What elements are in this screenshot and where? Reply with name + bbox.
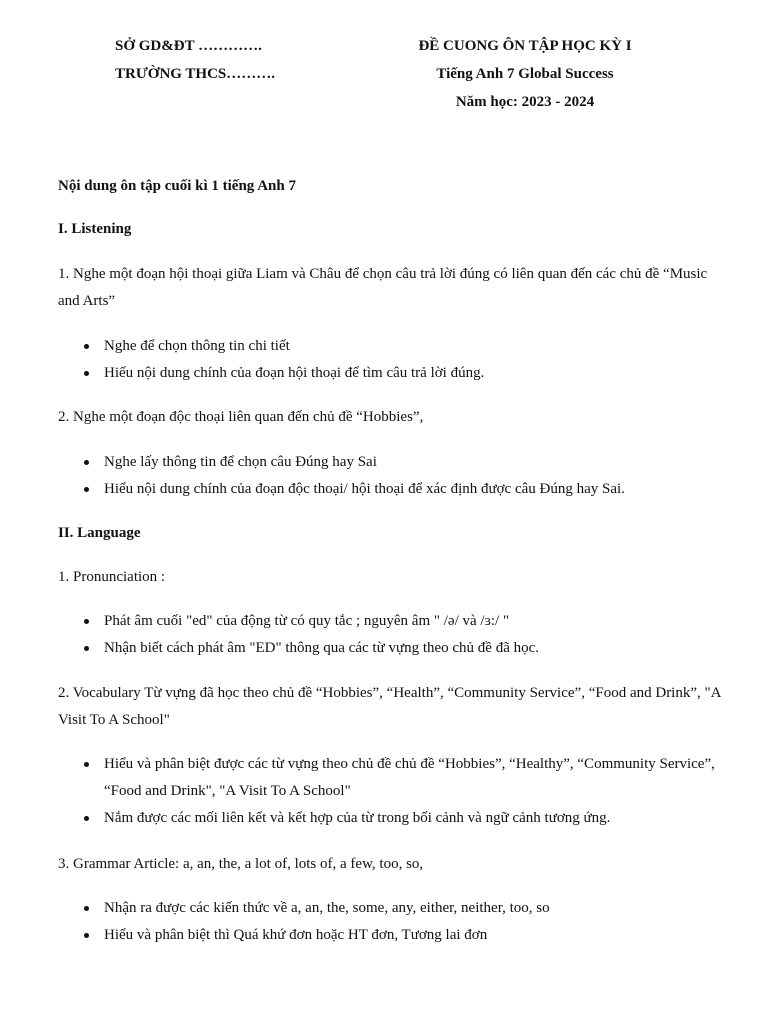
- bullet-icon: [84, 816, 89, 821]
- bullet-icon: [84, 906, 89, 911]
- list-item-text: Hiểu và phân biệt được các từ vựng theo chủ đề chủ đề “Hobbies”, “Healthy”, “Community Service”, “Food and Drink", "A Visit To A School": [104, 756, 715, 799]
- list-item-text: Nghe lấy thông tin để chọn câu Đúng hay Sai: [104, 454, 377, 470]
- language-item-2-bullets: [58, 751, 728, 832]
- language-item-3-bullets: [58, 895, 728, 949]
- bullet-icon: [84, 646, 89, 651]
- list-item: [58, 449, 728, 476]
- section-heading-listening: I. Listening: [58, 221, 132, 237]
- list-item-text: Hiểu nội dung chính của đoạn độc thoại/ hội thoại để xác định được câu Đúng hay Sai.: [104, 481, 625, 497]
- listening-item-2-bullets: [58, 449, 728, 503]
- list-item-text: Nhận ra được các kiến thức về a, an, the, some, any, either, neither, too, so: [104, 900, 550, 916]
- list-item: [58, 635, 728, 662]
- list-item-text: Nhận biết cách phát âm "ED" thông qua các từ vựng theo chủ đề đã học.: [104, 640, 540, 656]
- language-item-1-bullets: [58, 608, 728, 662]
- list-item-text: Phát âm cuối "ed" của động từ có quy tắc ; nguyên âm " /ə/ và /ɜ:/ ": [104, 613, 510, 629]
- language-item-2: 2. Vocabulary Từ vựng đã học theo chủ đề “Hobbies”, “Health”, “Community Service”, “Food and Drink”, "A Visit To A School": [58, 685, 721, 728]
- listening-item-1-bullets: [58, 333, 728, 387]
- listening-item-2: 2. Nghe một đoạn độc thoại liên quan đến chủ đề “Hobbies”,: [58, 409, 424, 425]
- list-item-text: Nắm được các mối liên kết và kết hợp của từ trong bối cảnh và ngữ cảnh tương ứng.: [104, 810, 611, 826]
- language-item-1: 1. Pronunciation :: [58, 569, 166, 585]
- list-item: [58, 922, 728, 949]
- list-item: [58, 805, 728, 832]
- bullet-icon: [84, 460, 89, 465]
- listening-item-1: 1. Nghe một đoạn hội thoại giữa Liam và Châu để chọn câu trả lời đúng có liên quan đến các chủ đề “Music and Arts”: [58, 266, 708, 309]
- list-item-text: Nghe để chọn thông tin chi tiết: [104, 338, 290, 354]
- school-label: TRƯỜNG THCS……….: [115, 66, 276, 82]
- school-year-label: Năm học: 2023 - 2024: [455, 94, 595, 110]
- bullet-icon: [84, 371, 89, 376]
- content-title: Nội dung ôn tập cuối kì 1 tiếng Anh 7: [58, 178, 296, 194]
- bullet-icon: [84, 619, 89, 624]
- language-item-3: 3. Grammar Article: a, an, the, a lot of, lots of, a few, too, so,: [58, 856, 424, 872]
- bullet-icon: [84, 762, 89, 767]
- bullet-icon: [84, 933, 89, 938]
- subject-label: Tiếng Anh 7 Global Success: [436, 66, 614, 82]
- list-item: [58, 895, 728, 922]
- list-item-text: Hiểu nội dung chính của đoạn hội thoại để tìm câu trả lời đúng.: [104, 365, 485, 381]
- list-item: [58, 476, 728, 503]
- list-item: [58, 751, 728, 805]
- department-label: SỞ GD&ĐT ………….: [115, 38, 262, 54]
- list-item: [58, 360, 728, 387]
- list-item: [58, 333, 728, 360]
- bullet-icon: [84, 344, 89, 349]
- list-item-text: Hiểu và phân biệt thì Quá khứ đơn hoặc HT đơn, Tương lai đơn: [104, 927, 488, 943]
- section-heading-language: II. Language: [58, 525, 141, 541]
- bullet-icon: [84, 487, 89, 492]
- list-item: [58, 608, 728, 635]
- document-title-header: ĐỀ CUONG ÔN TẬP HỌC KỲ I: [418, 38, 632, 54]
